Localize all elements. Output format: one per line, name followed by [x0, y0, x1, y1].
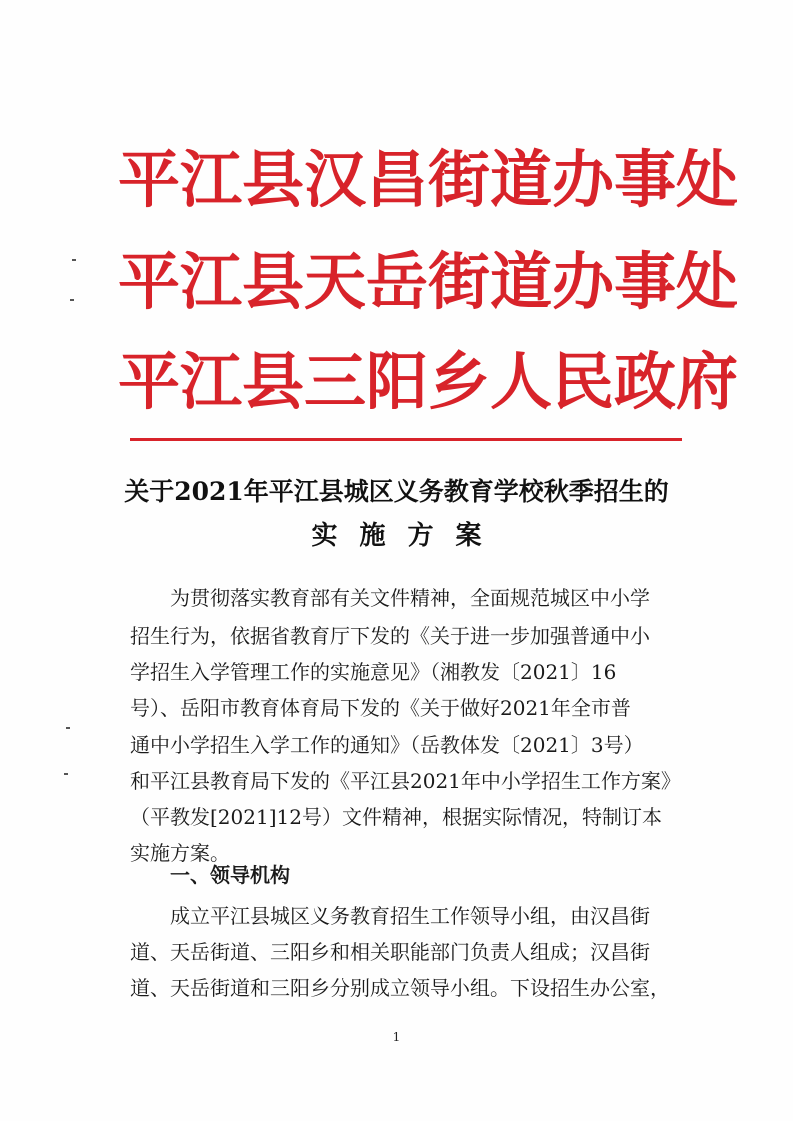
issuing-org-3: 平江县三阳乡人民政府	[118, 345, 739, 418]
issuing-org-1: 平江县汉昌街道办事处	[118, 143, 739, 216]
body-line: 道、天岳街道、三阳乡和相关职能部门负责人组成；汉昌街	[130, 940, 650, 964]
section-heading: 一、领导机构	[170, 863, 290, 887]
scan-margin-mark	[64, 773, 68, 775]
red-divider	[130, 438, 682, 441]
body-line: 道、天岳街道和三阳乡分别成立领导小组。下设招生办公室，	[130, 976, 670, 1000]
body-line: 通中小学招生入学工作的通知》（岳教体发〔2021〕3号）	[130, 733, 644, 757]
body-line: 为贯彻落实教育部有关文件精神，全面规范城区中小学	[170, 586, 650, 610]
page-number: 1	[392, 1030, 401, 1044]
body-line: 成立平江县城区义务教育招生工作领导小组，由汉昌街	[170, 904, 650, 928]
scan-margin-mark	[72, 259, 76, 261]
scan-margin-mark	[66, 727, 70, 729]
body-line: （平教发[2021]12号）文件精神，根据实际情况，特制订本	[130, 805, 662, 829]
issuing-org-2: 平江县天岳街道办事处	[118, 245, 739, 318]
scan-margin-mark	[70, 299, 74, 301]
document-title-line2: 实施方案	[311, 521, 504, 551]
body-line: 招生行为，依据省教育厅下发的《关于进一步加强普通中小	[130, 624, 650, 648]
body-line: 实施方案。	[130, 841, 230, 865]
document-title-line1: 关于2021年平江县城区义务教育学校秋季招生的	[124, 477, 669, 506]
body-line: 学招生入学管理工作的实施意见》（湘教发〔2021〕16	[130, 660, 617, 684]
body-line: 号）、岳阳市教育体育局下发的《关于做好2021年全市普	[130, 696, 631, 720]
body-line: 和平江县教育局下发的《平江县2021年中小学招生工作方案》	[130, 769, 681, 793]
